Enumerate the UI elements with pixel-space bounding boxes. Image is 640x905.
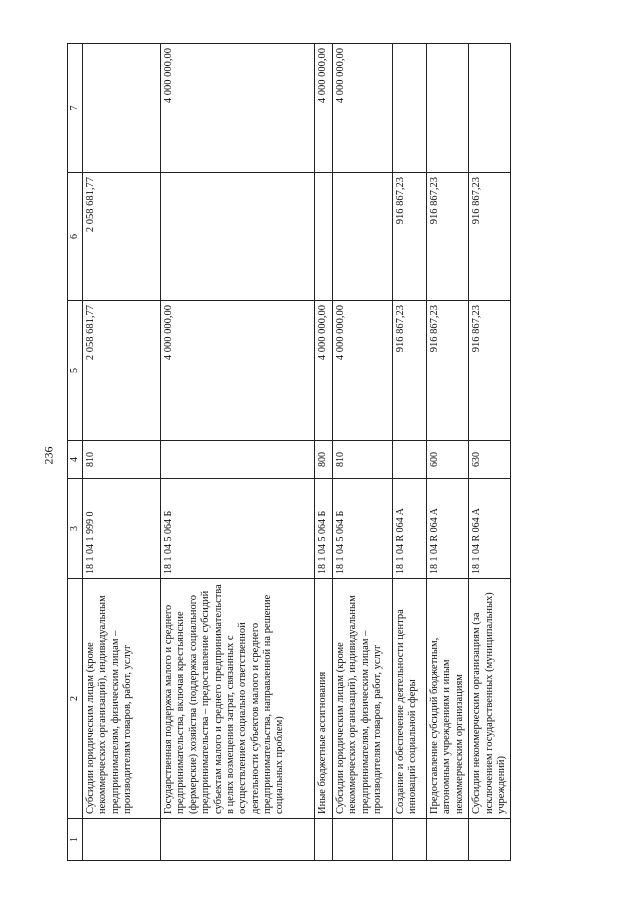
row-amount-7 — [469, 44, 511, 173]
column-number: 3 — [68, 479, 83, 579]
table-row — [83, 44, 161, 861]
column-number-row — [68, 44, 83, 861]
row-amount-6 — [161, 173, 315, 301]
row-amount-6: 916 867,23 — [469, 173, 511, 301]
row-amount-5: 4 000 000,00 — [333, 301, 393, 441]
row-expense-type: 800 — [315, 441, 333, 479]
row-amount-5: 2 058 681,77 — [83, 301, 161, 441]
table-row — [333, 44, 393, 861]
row-expense-type: 630 — [469, 441, 511, 479]
row-amount-7: 4 000 000,00 — [161, 44, 315, 173]
table-row — [393, 44, 427, 861]
row-amount-6: 2 058 681,77 — [83, 173, 161, 301]
row-name: Иные бюджетные ассигнования — [315, 579, 333, 819]
row-amount-5: 4 000 000,00 — [161, 301, 315, 441]
row-expense-type: 810 — [333, 441, 393, 479]
row-name: Субсидии юридическим лицам (кроме некоммерческих организаций), индивидуальным предпринимателям, физическим лицам – производителям товаров, работ, услуг — [333, 579, 393, 819]
row-name: Субсидии некоммерческим организациям (за исключением государственных (муниципальных) учреждений) — [469, 579, 511, 819]
row-cell-1 — [393, 819, 427, 861]
row-amount-5: 916 867,23 — [427, 301, 469, 441]
row-amount-7 — [83, 44, 161, 173]
row-amount-6: 916 867,23 — [393, 173, 427, 301]
row-expense-type — [393, 441, 427, 479]
row-amount-7: 4 000 000,00 — [333, 44, 393, 173]
row-name: Создание и обеспечение деятельности центра инноваций социальной сферы — [393, 579, 427, 819]
table-row — [315, 44, 333, 861]
column-number: 7 — [68, 44, 83, 173]
row-amount-5: 916 867,23 — [393, 301, 427, 441]
column-number: 1 — [68, 819, 83, 861]
row-amount-6: 916 867,23 — [427, 173, 469, 301]
table-row — [469, 44, 511, 861]
row-code: 18 1 04 5 064 Б — [315, 479, 333, 579]
row-amount-7 — [393, 44, 427, 173]
row-amount-7: 4 000 000,00 — [315, 44, 333, 173]
row-amount-6 — [333, 173, 393, 301]
row-name: Предоставление субсидий бюджетным, автономным учреждениям и иным некоммерческим организациям — [427, 579, 469, 819]
column-number: 6 — [68, 173, 83, 301]
column-number: 5 — [68, 301, 83, 441]
row-code: 18 1 04 5 064 Б — [333, 479, 393, 579]
table-row — [427, 44, 469, 861]
row-cell-1 — [315, 819, 333, 861]
row-cell-1 — [161, 819, 315, 861]
row-amount-5: 4 000 000,00 — [315, 301, 333, 441]
page-number: 236 — [41, 446, 56, 465]
table-row — [161, 44, 315, 861]
column-number: 2 — [68, 579, 83, 819]
row-code: 18 1 04 1 999 0 — [83, 479, 161, 579]
row-name: Субсидии юридическим лицам (кроме некоммерческих организаций), индивидуальным предпринимателям, физическим лицам – производителям товаров, работ, услуг — [83, 579, 161, 819]
row-amount-7 — [427, 44, 469, 173]
row-amount-6 — [315, 173, 333, 301]
row-code: 18 1 04 R 064 A — [393, 479, 427, 579]
row-cell-1 — [83, 819, 161, 861]
row-code: 18 1 04 5 064 Б — [161, 479, 315, 579]
row-expense-type — [161, 441, 315, 479]
row-code: 18 1 04 R 064 A — [427, 479, 469, 579]
budget-table — [67, 43, 511, 861]
column-number: 4 — [68, 441, 83, 479]
row-name: Государственная поддержка малого и среднего предпринимательства, включая крестьянские (фермерские) хозяйства (поддержка социального предпринимательства – предоставление субсидий субъектам малого и среднего предпринимательства в целях возмещения затрат, связанных с осуществлением социально ответственной деятельности субъектов малого и среднего предпринимательства, направленной на решение социальных проблем) — [161, 579, 315, 819]
row-code: 18 1 04 R 064 A — [469, 479, 511, 579]
row-amount-5: 916 867,23 — [469, 301, 511, 441]
row-cell-1 — [469, 819, 511, 861]
row-expense-type: 600 — [427, 441, 469, 479]
row-expense-type: 810 — [83, 441, 161, 479]
budget-table-region — [67, 44, 507, 861]
row-cell-1 — [427, 819, 469, 861]
row-cell-1 — [333, 819, 393, 861]
